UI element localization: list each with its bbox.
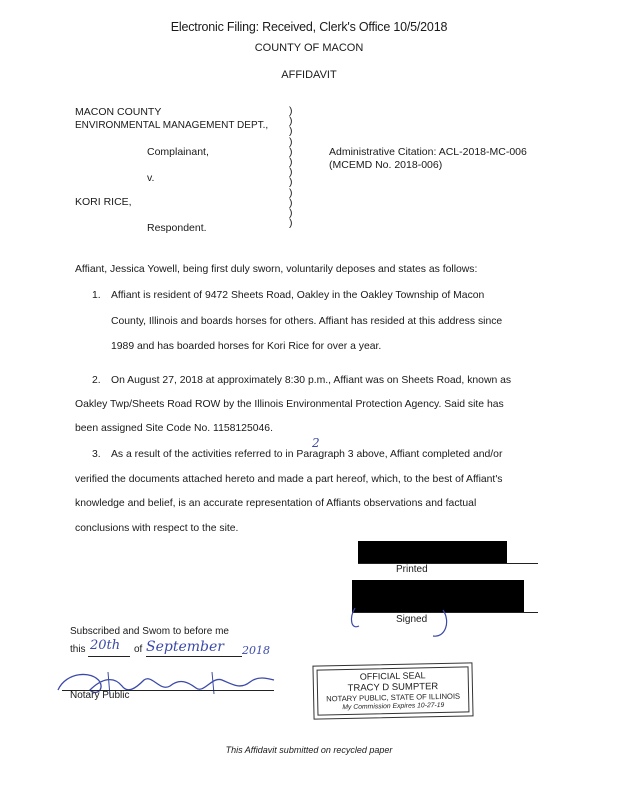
- filing-stamp: Electronic Filing: Received, Clerk's Office 10/5/2018: [170, 20, 448, 34]
- month-line: [146, 656, 242, 657]
- of-label: of: [134, 644, 143, 655]
- para3-line1: As a result of the activities referred to in Paragraph 3 above, Affiant completed and/or: [111, 449, 503, 460]
- petitioner-name: MACON COUNTY: [75, 106, 162, 118]
- para1-line3: 1989 and has boarded horses for Kori Rice for over a year.: [111, 341, 382, 352]
- para2-line2: Oakley Twp/Sheets Road ROW by the Illinois Environmental Protection Agency. Said site has: [75, 399, 504, 410]
- subscribed-line: Subscribed and Swom to before me: [70, 626, 229, 637]
- petitioner-dept: ENVIRONMENTAL MANAGEMENT DEPT.,: [75, 120, 269, 131]
- seal-title: OFFICIAL SEAL: [359, 670, 426, 682]
- county-heading: COUNTY OF MACON: [254, 42, 364, 54]
- document-title: AFFIDAVIT: [281, 69, 337, 81]
- caption-paren-column: ) ) ) ) ) ) ) ) ) ) ) ): [289, 105, 293, 230]
- notary-year: 2018: [242, 644, 270, 657]
- this-label: this: [70, 644, 86, 655]
- para3-number: 3.: [92, 449, 101, 460]
- respondent-label: Respondent.: [147, 222, 207, 234]
- para1-line1: Affiant is resident of 9472 Sheets Road, Oakley in the Oakley Township of Macon: [111, 290, 485, 301]
- para3-line3: knowledge and belief, is an accurate representation of Affiants observations and factual: [75, 498, 477, 509]
- para2-line3: been assigned Site Code No. 1158125046.: [75, 423, 273, 434]
- para1-line2: County, Illinois and boards horses for others. Affiant has resided at this address since: [111, 316, 503, 327]
- para2-line1: On August 27, 2018 at approximately 8:30 p.m., Affiant was on Sheets Road, known as: [111, 375, 512, 386]
- seal-commission: My Commission Expires 10-27-19: [342, 701, 445, 712]
- notary-day: 20th: [90, 638, 121, 653]
- mcemd-number: (MCEMD No. 2018-006): [329, 159, 443, 171]
- para3-line2: verified the documents attached hereto and made a part hereof, which, to the best of Affiant's: [75, 474, 503, 485]
- para3-line4: conclusions with respect to the site.: [75, 523, 239, 534]
- printed-label: Printed: [396, 564, 428, 575]
- signed-label: Signed: [396, 614, 428, 625]
- seal-name: TRACY D SUMPTER: [347, 681, 439, 694]
- redacted-printed-name: [358, 541, 507, 563]
- notary-month: September: [146, 639, 224, 655]
- printed-name-line: [358, 563, 538, 564]
- versus-label: v.: [147, 172, 155, 184]
- affiant-intro: Affiant, Jessica Yowell, being first duly sworn, voluntarily deposes and states as follows:: [75, 264, 478, 275]
- seal-state: NOTARY PUBLIC, STATE OF ILLINOIS: [326, 691, 461, 704]
- complainant-label: Complainant,: [147, 146, 209, 158]
- notary-public-label: Notary Public: [70, 690, 130, 701]
- handwritten-correction: 2: [312, 436, 320, 450]
- para2-number: 2.: [92, 375, 101, 386]
- para1-number: 1.: [92, 290, 101, 301]
- citation-number: Administrative Citation: ACL-2018-MC-006: [329, 146, 527, 158]
- official-seal: [312, 662, 473, 719]
- signature-flourish-icon: [345, 600, 465, 645]
- day-line: [88, 656, 130, 657]
- respondent-name: KORI RICE,: [75, 196, 132, 208]
- recycled-paper-footer: This Affidavit submitted on recycled paper: [225, 745, 393, 755]
